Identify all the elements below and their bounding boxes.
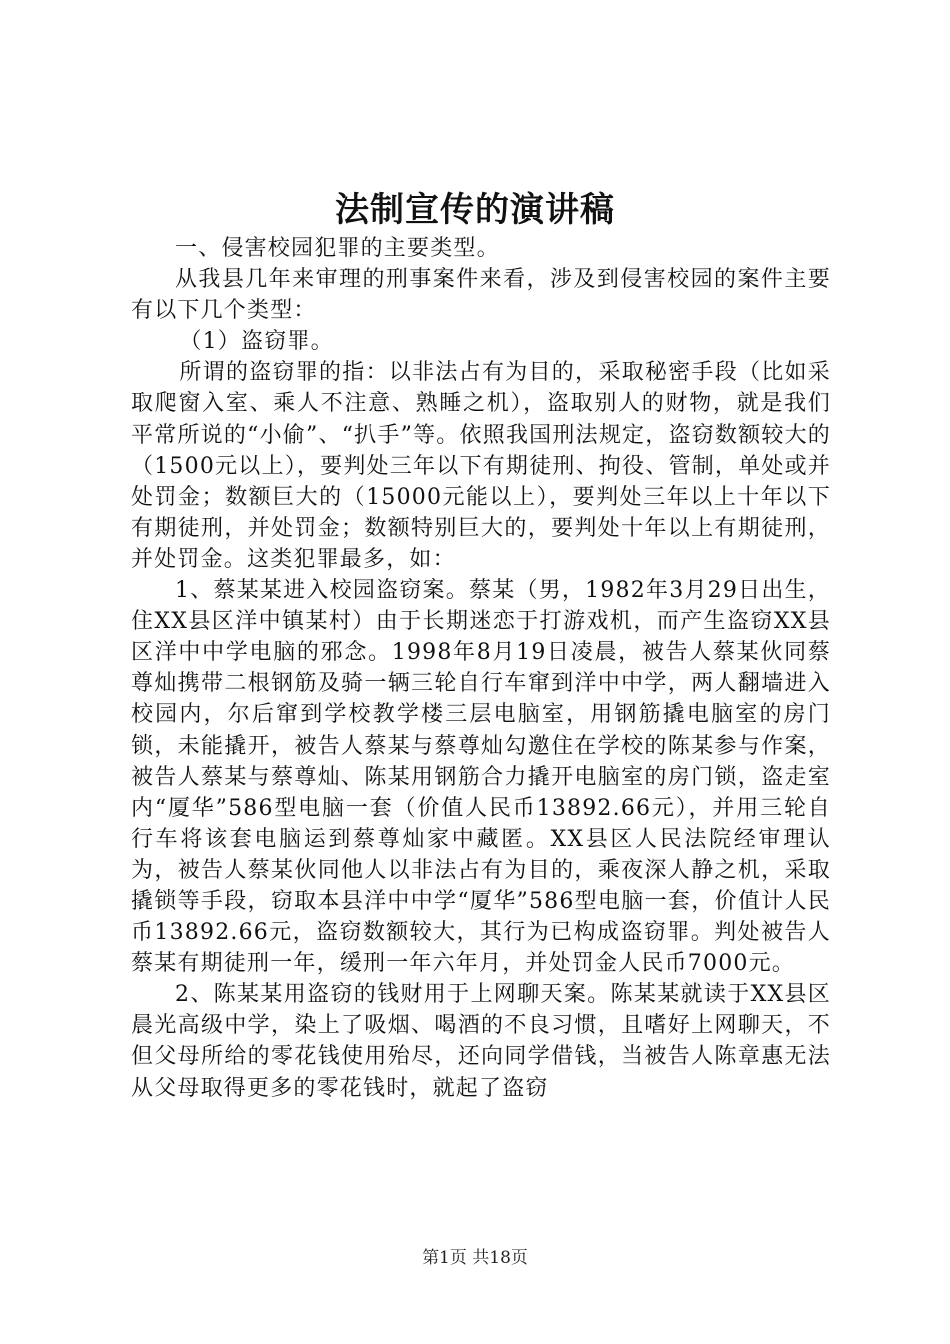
document-title: 法制宣传的演讲稿 <box>335 190 615 230</box>
document-body <box>131 233 831 1104</box>
definition-paragraph: 所谓的盗窃罪的指：以非法占有为目的，采取秘密手段（比如采取爬窗入室、乘人不注意、熟睡之机），盗取别人的财物，就是我们平常所说的“小偷”、“扒手”等。依照我国刑法规定，盗窃数额较大的（1500元以上），要判处三年以下有期徒刑、拘役、管制，单处或并处罚金；数额巨大的（15000元能以上），要判处三年以上十年以下有期徒刑，并处罚金；数额特别巨大的，要判处十年以上有期徒刑，并处罚金。这类犯罪最多，如： <box>131 360 831 572</box>
case-paragraph-1: 1、蔡某某进入校园盗窃案。蔡某（男，1982年3月29日出生，住XX县区洋中镇某村）由于长期迷恋于打游戏机，而产生盗窃XX县区洋中中学电脑的邪念。1998年8月19日凌晨，被告人蔡某伙同蔡尊灿携带二根钢筋及骑一辆三轮自行车窜到洋中中学，两人翻墙进入校园内，尔后窜到学校教学楼三层电脑室，用钢筋撬电脑室的房门锁，未能撬开，被告人蔡某与蔡尊灿勾邀住在学校的陈某参与作案，被告人蔡某与蔡尊灿、陈某用钢筋合力撬开电脑室的房门锁，盗走室内“厦华”586型电脑一套（价值人民币13892.66元），并用三轮自行车将该套电脑运到蔡尊灿家中藏匿。XX县区人民法院经审理认为，被告人蔡某伙同他人以非法占有为目的，乘夜深人静之机，采取撬锁等手段，窃取本县洋中中学“厦华”586型电脑一套，价值计人民币13892.66元，盗窃数额较大，其行为已构成盗窃罪。判处被告人蔡某有期徒刑一年，缓刑一年六年月，并处罚金人民币7000元。 <box>131 578 831 977</box>
intro-paragraph: 从我县几年来审理的刑事案件来看，涉及到侵害校园的案件主要有以下几个类型： <box>131 267 831 324</box>
case-paragraph-2: 2、陈某某用盗窃的钱财用于上网聊天案。陈某某就读于XX县区晨光高级中学，染上了吸烟、喝酒的不良习惯，且嗜好上网聊天，不但父母所给的零花钱使用殆尽，还向同学借钱，当被告人陈章惠无法从父母取得更多的零花钱时，就起了盗窃 <box>131 982 831 1101</box>
section-heading: 一、侵害校园犯罪的主要类型。 <box>175 236 500 261</box>
crime-type-heading: （1）盗窃罪。 <box>179 329 334 355</box>
page-footer: 第1页 共18页 <box>422 1248 528 1268</box>
